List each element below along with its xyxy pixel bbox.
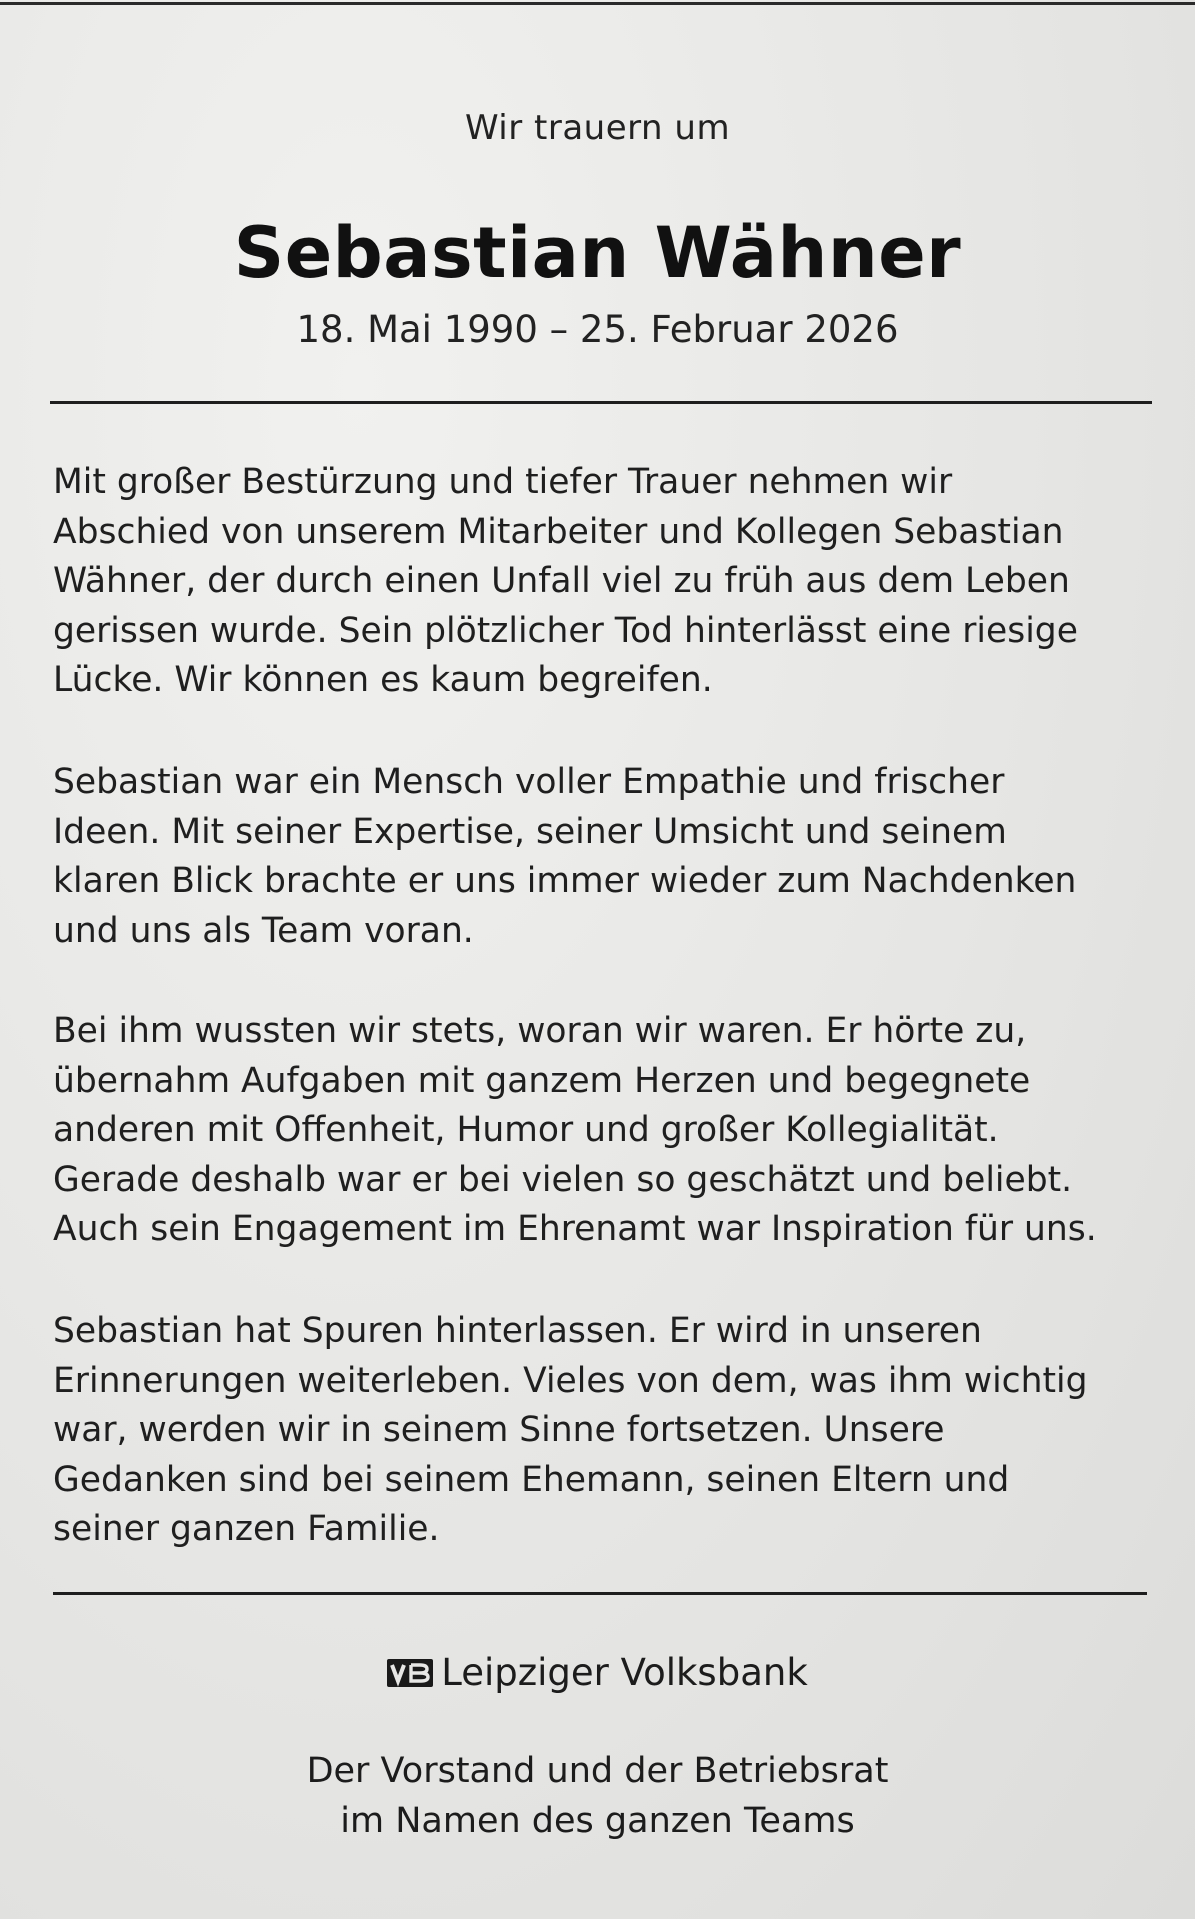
volksbank-logo-icon — [387, 1659, 433, 1687]
signature-line-1: Der Vorstand und der Betriebsrat — [306, 1751, 889, 1791]
paragraph-line: Wähner, der durch einen Unfall viel zu früh aus dem Leben — [53, 561, 1070, 601]
paragraph-line: Auch sein Engagement im Ehrenamt war Inspiration für uns. — [53, 1209, 1097, 1249]
paragraph-line: Gedanken sind bei seinem Ehemann, seinen Eltern und — [53, 1459, 1010, 1500]
paragraph-line: war, werden wir in seinem Sinne fortsetzen. Unsere — [53, 1410, 945, 1450]
paragraph-line: anderen mit Offenheit, Humor und großer Kollegialität. — [53, 1110, 999, 1150]
signature-line-2: im Namen des ganzen Teams — [340, 1801, 855, 1841]
life-dates: 18. Mai 1990 – 25. Februar 2026 — [296, 308, 899, 351]
bank-name: Leipziger Volksbank — [441, 1651, 808, 1694]
paragraph-line: gerissen wurde. Sein plötzlicher Tod hinterlässt eine riesige — [53, 610, 1078, 651]
paragraph-line: Gerade deshalb war er bei vielen so geschätzt und beliebt. — [53, 1159, 1073, 1200]
paragraph-4 — [53, 1307, 1158, 1555]
paragraph-line: Abschied von unserem Mitarbeiter und Kollegen Sebastian — [53, 511, 1064, 552]
paragraph-1 — [53, 458, 1158, 706]
divider-top — [50, 401, 1152, 404]
paragraph-line: seiner ganzen Familie. — [53, 1509, 440, 1549]
deceased-name: Sebastian Wähner — [233, 212, 962, 294]
paragraph-line: Erinnerungen weiterleben. Vieles von dem, was ihm wichtig — [53, 1360, 1088, 1401]
divider-bottom — [53, 1592, 1147, 1595]
paragraph-2 — [53, 758, 1158, 956]
paragraph-line: Lücke. Wir können es kaum begreifen. — [53, 660, 713, 700]
paragraph-line: übernahm Aufgaben mit ganzem Herzen und begegnete — [53, 1060, 1031, 1101]
paragraph-line: Ideen. Mit seiner Expertise, seiner Umsicht und seinem — [53, 811, 1007, 852]
paragraph-line: Sebastian hat Spuren hinterlassen. Er wird in unseren — [53, 1311, 982, 1351]
notice-intro: Wir trauern um — [464, 108, 731, 148]
paragraph-line: klaren Blick brachte er uns immer wieder zum Nachdenken — [53, 861, 1077, 901]
paragraph-line: Sebastian war ein Mensch voller Empathie und frischer — [53, 762, 1005, 802]
paragraph-line: und uns als Team voran. — [53, 910, 474, 951]
paragraph-line: Bei ihm wussten wir stets, woran wir waren. Er hörte zu, — [53, 1011, 1027, 1051]
paragraph-line: Mit großer Bestürzung und tiefer Trauer nehmen wir — [53, 462, 953, 502]
bank-signature — [0, 1651, 1195, 1694]
paper-top-edge — [0, 2, 1195, 5]
paragraph-3 — [53, 1007, 1158, 1255]
